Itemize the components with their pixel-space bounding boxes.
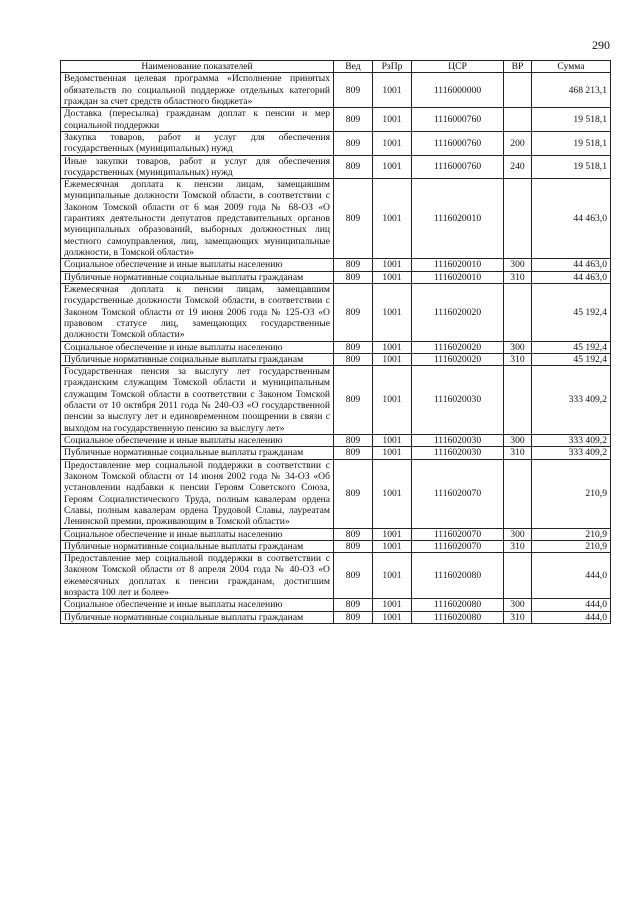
table-row <box>61 73 611 108</box>
cell-ved: 809 <box>334 553 373 599</box>
table-row <box>61 599 611 611</box>
cell-rzpr: 1001 <box>373 341 412 353</box>
cell-csr: 1116020030 <box>412 447 504 459</box>
header-csr: ЦСР <box>412 61 504 73</box>
cell-ved: 809 <box>334 353 373 365</box>
budget-table <box>60 60 611 624</box>
cell-rzpr: 1001 <box>373 131 412 155</box>
cell-sum: 333 409,2 <box>532 447 611 459</box>
header-ved: Вед <box>334 61 373 73</box>
cell-vr: 310 <box>504 353 532 365</box>
header-vr: ВР <box>504 61 532 73</box>
cell-rzpr: 1001 <box>373 155 412 179</box>
cell-vr <box>504 459 532 528</box>
cell-csr: 1116020080 <box>412 611 504 623</box>
cell-ved: 809 <box>334 435 373 447</box>
cell-csr: 1116020010 <box>412 259 504 271</box>
header-name: Наименование показателей <box>61 61 334 73</box>
cell-name: Социальное обеспечение и иные выплаты населению <box>61 599 334 611</box>
cell-csr: 1116020010 <box>412 271 504 283</box>
cell-name: Ежемесячная доплата к пенсии лицам, замещавшим государственные должности Томской области, в соответствии с Законом Томской области от 19 июня 2006 года № 125-ОЗ «О правовом статусе лиц, замещающих государственные должности Томской области» <box>61 283 334 341</box>
cell-sum: 45 192,4 <box>532 341 611 353</box>
table-row <box>61 131 611 155</box>
cell-name: Социальное обеспечение и иные выплаты населению <box>61 435 334 447</box>
cell-csr: 1116020080 <box>412 599 504 611</box>
table-row <box>61 353 611 365</box>
cell-rzpr: 1001 <box>373 528 412 540</box>
table-row <box>61 271 611 283</box>
cell-sum: 333 409,2 <box>532 435 611 447</box>
table-row <box>61 259 611 271</box>
cell-name: Ежемесячная доплата к пенсии лицам, замещавшим муниципальные должности Томской области, в соответствии с Законом Томской области от 6 мая 2009 года № 68-ОЗ «О гарантиях деятельности депутатов представительных органов муниципальных образований, выборных должностных лиц местного самоуправления, лиц, замещающих муниципальные должности, в Томской области» <box>61 179 334 259</box>
cell-ved: 809 <box>334 599 373 611</box>
cell-rzpr: 1001 <box>373 447 412 459</box>
cell-vr: 310 <box>504 540 532 552</box>
cell-name: Публичные нормативные социальные выплаты гражданам <box>61 540 334 552</box>
cell-rzpr: 1001 <box>373 459 412 528</box>
cell-rzpr: 1001 <box>373 540 412 552</box>
header-row <box>61 61 611 73</box>
table-header <box>61 61 611 73</box>
cell-vr: 300 <box>504 599 532 611</box>
table-row <box>61 155 611 179</box>
cell-ved: 809 <box>334 73 373 108</box>
cell-name: Публичные нормативные социальные выплаты гражданам <box>61 353 334 365</box>
cell-csr: 1116000760 <box>412 108 504 132</box>
cell-vr: 240 <box>504 155 532 179</box>
table-row <box>61 459 611 528</box>
cell-sum: 444,0 <box>532 553 611 599</box>
cell-name: Социальное обеспечение и иные выплаты населению <box>61 341 334 353</box>
table-row <box>61 553 611 599</box>
cell-sum: 44 463,0 <box>532 179 611 259</box>
cell-vr <box>504 366 532 435</box>
cell-name: Иные закупки товаров, работ и услуг для обеспечения государственных (муниципальных) нужд <box>61 155 334 179</box>
cell-name: Закупка товаров, работ и услуг для обеспечения государственных (муниципальных) нужд <box>61 131 334 155</box>
cell-csr: 1116000760 <box>412 155 504 179</box>
cell-ved: 809 <box>334 131 373 155</box>
table-row <box>61 435 611 447</box>
cell-sum: 19 518,1 <box>532 108 611 132</box>
cell-csr: 1116020070 <box>412 459 504 528</box>
cell-ved: 809 <box>334 366 373 435</box>
cell-rzpr: 1001 <box>373 179 412 259</box>
cell-sum: 468 213,1 <box>532 73 611 108</box>
table-row <box>61 611 611 623</box>
cell-ved: 809 <box>334 611 373 623</box>
cell-name: Социальное обеспечение и иные выплаты населению <box>61 528 334 540</box>
cell-rzpr: 1001 <box>373 366 412 435</box>
cell-vr: 310 <box>504 611 532 623</box>
cell-rzpr: 1001 <box>373 73 412 108</box>
cell-name: Публичные нормативные социальные выплаты гражданам <box>61 611 334 623</box>
cell-ved: 809 <box>334 528 373 540</box>
cell-csr: 1116020020 <box>412 283 504 341</box>
cell-sum: 19 518,1 <box>532 131 611 155</box>
cell-ved: 809 <box>334 271 373 283</box>
cell-sum: 45 192,4 <box>532 283 611 341</box>
cell-ved: 809 <box>334 447 373 459</box>
cell-vr: 200 <box>504 131 532 155</box>
cell-csr: 1116020020 <box>412 353 504 365</box>
cell-csr: 1116020030 <box>412 366 504 435</box>
cell-vr <box>504 179 532 259</box>
header-sum: Сумма <box>532 61 611 73</box>
cell-csr: 1116020020 <box>412 341 504 353</box>
cell-vr: 300 <box>504 528 532 540</box>
cell-sum: 210,9 <box>532 540 611 552</box>
cell-sum: 45 192,4 <box>532 353 611 365</box>
cell-name: Социальное обеспечение и иные выплаты населению <box>61 259 334 271</box>
table-row <box>61 179 611 259</box>
cell-ved: 809 <box>334 179 373 259</box>
cell-rzpr: 1001 <box>373 553 412 599</box>
cell-sum: 44 463,0 <box>532 271 611 283</box>
cell-vr: 310 <box>504 271 532 283</box>
cell-vr: 300 <box>504 435 532 447</box>
cell-name: Публичные нормативные социальные выплаты гражданам <box>61 447 334 459</box>
cell-name: Государственная пенсия за выслугу лет государственным гражданским служащим Томской области и муниципальным служащим Томской области в соответствии с Законом Томской области от 10 октября 2011 года № 240-ОЗ «О государственной пенсии за выслугу лет и единовременном поощрении в связи с выходом на государственную пенсию за выслугу лет» <box>61 366 334 435</box>
table-row <box>61 108 611 132</box>
cell-vr: 310 <box>504 447 532 459</box>
cell-sum: 44 463,0 <box>532 259 611 271</box>
table-row <box>61 447 611 459</box>
cell-name: Публичные нормативные социальные выплаты гражданам <box>61 271 334 283</box>
cell-ved: 809 <box>334 155 373 179</box>
table-row <box>61 366 611 435</box>
cell-ved: 809 <box>334 108 373 132</box>
cell-ved: 809 <box>334 283 373 341</box>
cell-name: Ведомственная целевая программа «Исполнение принятых обязательств по социальной поддержке отдельных категорий граждан за счет средств областного бюджета» <box>61 73 334 108</box>
cell-vr: 300 <box>504 259 532 271</box>
cell-sum: 210,9 <box>532 459 611 528</box>
cell-vr: 300 <box>504 341 532 353</box>
cell-vr <box>504 108 532 132</box>
cell-csr: 1116020070 <box>412 528 504 540</box>
cell-csr: 1116000000 <box>412 73 504 108</box>
header-rzpr: РзПр <box>373 61 412 73</box>
cell-csr: 1116020010 <box>412 179 504 259</box>
cell-ved: 809 <box>334 259 373 271</box>
cell-vr <box>504 553 532 599</box>
cell-sum: 210,9 <box>532 528 611 540</box>
cell-csr: 1116020080 <box>412 553 504 599</box>
cell-csr: 1116020030 <box>412 435 504 447</box>
table-row <box>61 540 611 552</box>
table-row <box>61 283 611 341</box>
cell-csr: 1116000760 <box>412 131 504 155</box>
cell-rzpr: 1001 <box>373 271 412 283</box>
cell-sum: 444,0 <box>532 611 611 623</box>
page-number: 290 <box>592 38 610 52</box>
cell-ved: 809 <box>334 341 373 353</box>
cell-rzpr: 1001 <box>373 259 412 271</box>
table-row <box>61 341 611 353</box>
table-body <box>61 73 611 624</box>
cell-rzpr: 1001 <box>373 353 412 365</box>
cell-name: Предоставление мер социальной поддержки в соответствии с Законом Томской области от 14 июня 2002 года № 34-ОЗ «Об установлении надбавки к пенсии Героям Советского Союза, Героям Социалистического Труда, полным кавалерам ордена Славы, полным кавалерам ордена Трудовой Славы, лауреатам Ленинской премии, проживающим в Томской области» <box>61 459 334 528</box>
cell-sum: 333 409,2 <box>532 366 611 435</box>
cell-sum: 444,0 <box>532 599 611 611</box>
cell-csr: 1116020070 <box>412 540 504 552</box>
cell-vr <box>504 73 532 108</box>
table-row <box>61 528 611 540</box>
cell-name: Доставка (пересылка) гражданам доплат к пенсии и мер социальной поддержки <box>61 108 334 132</box>
cell-rzpr: 1001 <box>373 599 412 611</box>
cell-ved: 809 <box>334 459 373 528</box>
cell-vr <box>504 283 532 341</box>
cell-sum: 19 518,1 <box>532 155 611 179</box>
cell-rzpr: 1001 <box>373 108 412 132</box>
cell-name: Предоставление мер социальной поддержки в соответствии с Законом Томской области от 8 апреля 2004 года № 40-ОЗ «О ежемесячных доплатах к пенсии гражданам, достигшим возраста 100 лет и более» <box>61 553 334 599</box>
cell-rzpr: 1001 <box>373 435 412 447</box>
cell-rzpr: 1001 <box>373 611 412 623</box>
cell-rzpr: 1001 <box>373 283 412 341</box>
cell-ved: 809 <box>334 540 373 552</box>
